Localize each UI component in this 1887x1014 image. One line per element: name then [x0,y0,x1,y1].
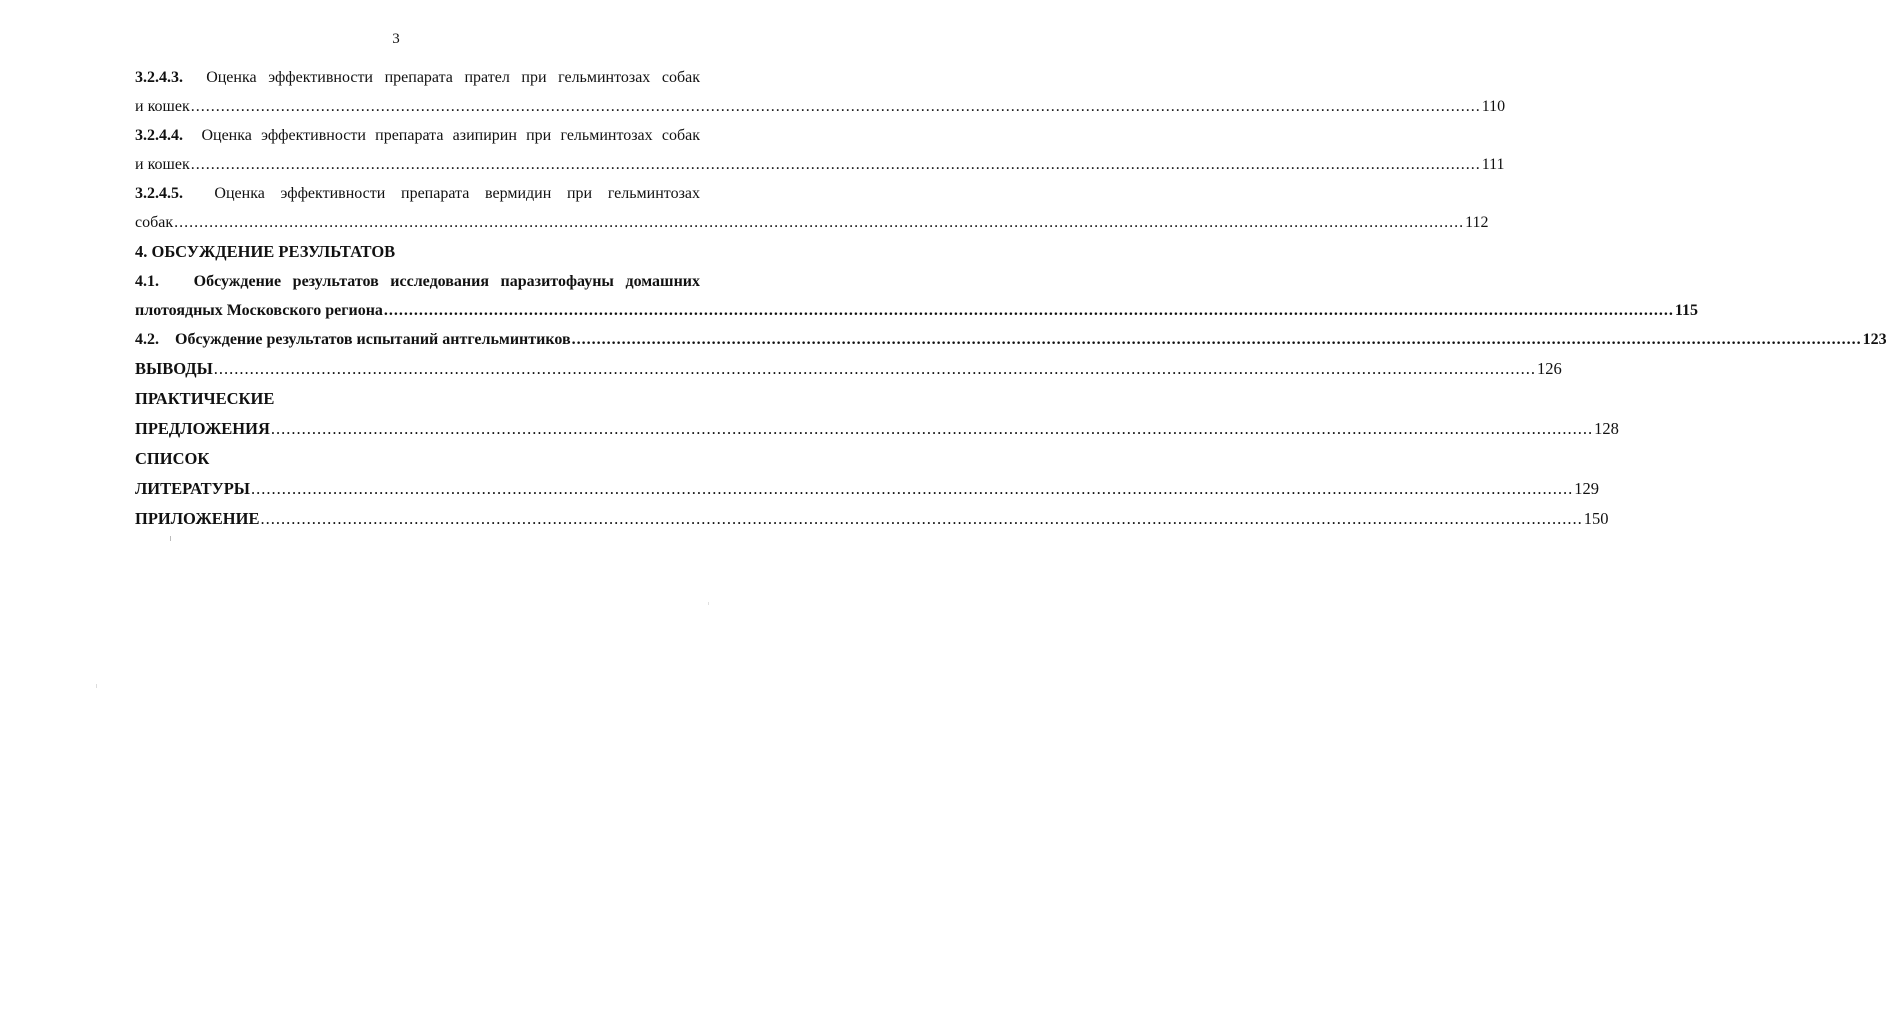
leader-dots [271,419,1593,438]
entry-title: Оценка эффективности препарата азипирин при гельминтозах собак [201,127,700,144]
toc-entry-line [135,359,1562,378]
entry-page: 128 [1594,419,1619,438]
entry-title: Обсуждение результатов испытаний антгельминтиков [175,331,571,348]
entry-number: 3.2.4.3. [135,69,183,86]
toc-entry-line [135,325,1887,354]
toc-entry-line [135,121,700,150]
entry-title-continuation: собак [135,214,174,231]
toc-entry-line [135,389,1619,438]
entry-number: 3.2.4.5. [135,185,183,202]
entry-title-continuation: и кошек [135,98,190,115]
page-number: 3 [392,31,400,47]
toc-entry-continuation [135,296,1699,325]
entry-number: 3.2.4.4. [135,127,183,144]
toc-entry-line [135,449,1599,498]
entry-title: Оценка эффективности препарата вермидин при гельминтозах [214,185,701,202]
leader-dots [260,509,1582,528]
entry-number: 4.1. [135,273,159,290]
entry-title: ВЫВОДЫ [135,359,213,378]
entry-page: 129 [1574,479,1599,498]
toc-entry-line [135,63,700,92]
entry-title: ПРАКТИЧЕСКИЕ ПРЕДЛОЖЕНИЯ [135,389,275,438]
toc-entry-4-1 [135,267,1699,325]
toc-entry-appendix [135,504,1609,534]
scan-speck [170,536,171,541]
entry-page: 110 [1481,98,1506,115]
entry-page: 126 [1537,359,1562,378]
toc-entry-conclusions [135,354,1562,384]
toc-entry-line [135,509,1608,528]
leader-dots [214,359,1536,378]
table-of-contents [135,63,1887,534]
entry-page: 112 [1465,214,1489,231]
toc-entry-3-2-4-4 [135,121,1505,179]
leader-dots [191,150,1481,179]
leader-dots [384,296,1674,325]
scan-speck [708,602,709,605]
toc-entry-4-2 [135,325,1887,354]
section-4-heading: 4. ОБСУЖДЕНИЕ РЕЗУЛЬТАТОВ [135,242,396,261]
leader-dots [191,92,1481,121]
entry-title: ПРИЛОЖЕНИЕ [135,509,260,528]
toc-entry-line [135,267,700,296]
toc-entry-3-2-4-3 [135,63,1506,121]
toc-entry-continuation [135,92,1506,121]
toc-entry-practical-proposals [135,384,1619,444]
entry-title: СПИСОК ЛИТЕРАТУРЫ [135,449,250,498]
entry-number: 4.2. [135,331,159,348]
scan-speck [96,684,97,688]
entry-page: 111 [1481,156,1505,173]
leader-dots [251,479,1573,498]
entry-title: Оценка эффективности препарата прател при гельминтозах собак [206,69,701,86]
toc-entry-continuation [135,208,1489,237]
entry-title: Обсуждение результатов исследования паразитофауны домашних [193,273,701,290]
toc-entry-line [135,179,700,208]
entry-page: 115 [1674,302,1699,319]
entry-title-continuation: и кошек [135,156,190,173]
toc-entry-references [135,444,1599,504]
entry-page: 123 [1862,331,1887,348]
toc-entry-continuation [135,150,1505,179]
leader-dots [572,325,1862,354]
leader-dots [174,208,1464,237]
toc-entry-3-2-4-5 [135,179,1489,237]
entry-page: 150 [1583,509,1609,528]
entry-title-continuation: плотоядных Московского региона [135,302,383,319]
